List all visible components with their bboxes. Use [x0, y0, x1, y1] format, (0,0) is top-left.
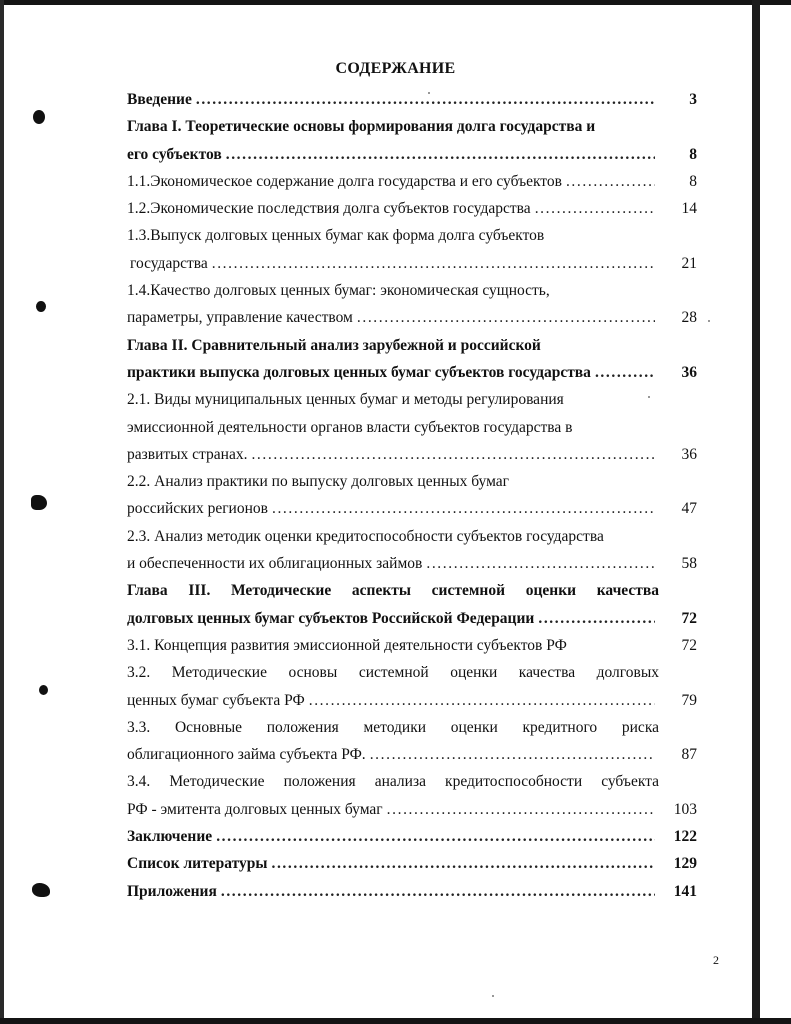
toc-entry-page: 14	[681, 200, 697, 218]
toc-entry-page: 36	[681, 363, 697, 381]
toc-leader-dots	[309, 687, 655, 714]
binding-hole-mark	[31, 495, 47, 510]
toc-entry-title: параметры, управление качеством	[127, 309, 353, 327]
toc-entry-title: РФ - эмитента долговых ценных бумаг	[127, 800, 383, 818]
toc-entry-title: Введение	[127, 91, 192, 108]
toc-entry-appendices[interactable]	[127, 878, 697, 905]
toc-leader-dots	[196, 86, 655, 113]
binding-hole-mark	[36, 301, 46, 312]
toc-entry-1-2[interactable]	[127, 195, 697, 222]
toc-leader-dots	[566, 168, 655, 195]
toc-entry-page: 8	[689, 172, 697, 190]
scan-border-right	[752, 0, 760, 1024]
toc-entry-title: 1.1.Экономическое содержание долга государства и его субъектов	[127, 172, 562, 190]
toc-entry-2-1-line[interactable]: 2.1. Виды муниципальных ценных бумаг и методы регулирования	[127, 391, 564, 409]
toc-leader-dots	[387, 796, 655, 823]
toc-entry-page: 47	[681, 500, 697, 518]
scan-border-bottom	[0, 1018, 791, 1024]
toc-entry-chapter-3-line[interactable]: Глава III. Методические аспекты системной оценки качества	[127, 582, 659, 600]
toc-entry-page: 122	[673, 828, 697, 846]
toc-entry-2-3-line[interactable]: 2.3. Анализ методик оценки кредитоспособности субъектов государства	[127, 527, 604, 545]
toc-entry-page: 103	[673, 800, 697, 818]
toc-entry-chapter-2-line[interactable]: Глава II. Сравнительный анализ зарубежной и российской	[127, 336, 541, 354]
toc-leader-dots	[272, 495, 655, 522]
toc-entry-3-2[interactable]	[127, 687, 697, 714]
toc-entry-page: 36	[681, 445, 697, 463]
toc-entry-2-3[interactable]	[127, 550, 697, 577]
toc-entry-title: его субъектов	[127, 145, 222, 163]
toc-entry-title: ценных бумаг субъекта РФ	[127, 691, 305, 709]
toc-leader-dots	[426, 550, 655, 577]
toc-leader-dots	[595, 359, 655, 386]
toc-entry-3-1[interactable]	[127, 632, 697, 659]
toc-leader-dots	[535, 195, 655, 222]
toc-entry-page: 87	[681, 746, 697, 764]
toc-entry-2-1[interactable]	[127, 441, 697, 468]
toc-leader-dots	[226, 141, 655, 168]
scan-speck	[492, 995, 494, 997]
scan-border-left	[0, 0, 4, 1024]
toc-entry-1-1[interactable]	[127, 168, 697, 195]
toc-entry-title: российских регионов	[127, 500, 268, 518]
toc-leader-dots	[357, 304, 655, 331]
page-number: 2	[713, 953, 719, 967]
scan-speck	[708, 320, 710, 322]
toc-entry-1-4-line[interactable]: 1.4.Качество долговых ценных бумаг: экономическая сущность,	[127, 282, 550, 300]
toc-entry-2-1-line[interactable]: эмиссионной деятельности органов власти субъектов государства в	[127, 418, 573, 436]
toc-entry-title: развитых странах.	[127, 445, 248, 463]
toc-entry-title: практики выпуска долговых ценных бумаг субъектов государства	[127, 363, 591, 381]
toc-entry-title: и обеспеченности их облигационных займов	[127, 555, 423, 573]
toc-entry-3-3-line[interactable]: 3.3. Основные положения методики оценки кредитного риска	[127, 718, 659, 736]
toc-entry-title: 3.1. Концепция развития эмиссионной деятельности субъектов РФ	[127, 636, 567, 654]
toc-entry-page: 58	[681, 555, 697, 573]
toc-entry-chapter-1-line[interactable]: Глава I. Теоретические основы формирования долга государства и	[127, 118, 596, 136]
toc-entry-title: долговых ценных бумаг субъектов Российской Федерации	[127, 609, 535, 627]
binding-hole-mark	[39, 685, 48, 695]
toc-entry-title: Список литературы	[127, 855, 268, 873]
toc-leader-dots	[216, 823, 655, 850]
toc-entry-1-3[interactable]	[127, 250, 697, 277]
toc-entry-chapter-2[interactable]	[127, 359, 697, 386]
toc-entry-intro[interactable]	[127, 86, 697, 113]
toc-entry-page: 3	[689, 91, 697, 108]
toc-entry-page: 21	[681, 254, 697, 272]
toc-leader-dots	[221, 878, 655, 905]
toc-entry-chapter-1[interactable]	[127, 141, 697, 168]
toc-entry-title: Заключение	[127, 828, 213, 846]
toc-entry-title: облигационного займа субъекта РФ.	[127, 746, 366, 764]
toc-entry-3-2-line[interactable]: 3.2. Методические основы системной оценки качества долговых	[127, 664, 659, 682]
toc-entry-references[interactable]	[127, 850, 697, 877]
toc-entry-3-4[interactable]	[127, 796, 697, 823]
toc-entry-page: 28	[681, 309, 697, 327]
toc-entry-3-4-line[interactable]: 3.4. Методические положения анализа кредитоспособности субъекта	[127, 773, 659, 791]
toc-entry-1-4[interactable]	[127, 304, 697, 331]
toc-entry-page: 79	[681, 691, 697, 709]
page-title: СОДЕРЖАНИЕ	[335, 60, 456, 77]
toc-entry-page: 8	[689, 145, 697, 163]
toc-entry-chapter-3[interactable]	[127, 605, 697, 632]
toc-leader-dots	[538, 605, 655, 632]
toc-entry-title: государства	[130, 254, 208, 272]
toc-leader-dots	[271, 850, 655, 877]
scan-border-top	[0, 0, 791, 5]
table-of-contents	[127, 86, 697, 905]
binding-hole-mark	[32, 883, 50, 897]
toc-entry-page: 72	[681, 636, 697, 654]
toc-leader-dots	[370, 741, 655, 768]
toc-entry-title: 1.2.Экономические последствия долга субъектов государства	[127, 200, 531, 218]
toc-entry-page: 141	[673, 882, 697, 900]
toc-entry-2-2-line[interactable]: 2.2. Анализ практики по выпуску долговых ценных бумаг	[127, 473, 510, 491]
toc-leader-dots	[251, 441, 655, 468]
toc-entry-page: 72	[681, 609, 697, 627]
toc-entry-title: Приложения	[127, 882, 217, 900]
toc-entry-2-2[interactable]	[127, 495, 697, 522]
toc-entry-1-3-line[interactable]: 1.3.Выпуск долговых ценных бумаг как форма долга субъектов	[127, 227, 545, 245]
toc-entry-3-3[interactable]	[127, 741, 697, 768]
toc-entry-conclusion[interactable]	[127, 823, 697, 850]
toc-leader-dots	[212, 250, 655, 277]
toc-entry-page: 129	[673, 855, 697, 873]
binding-hole-mark	[33, 110, 45, 124]
